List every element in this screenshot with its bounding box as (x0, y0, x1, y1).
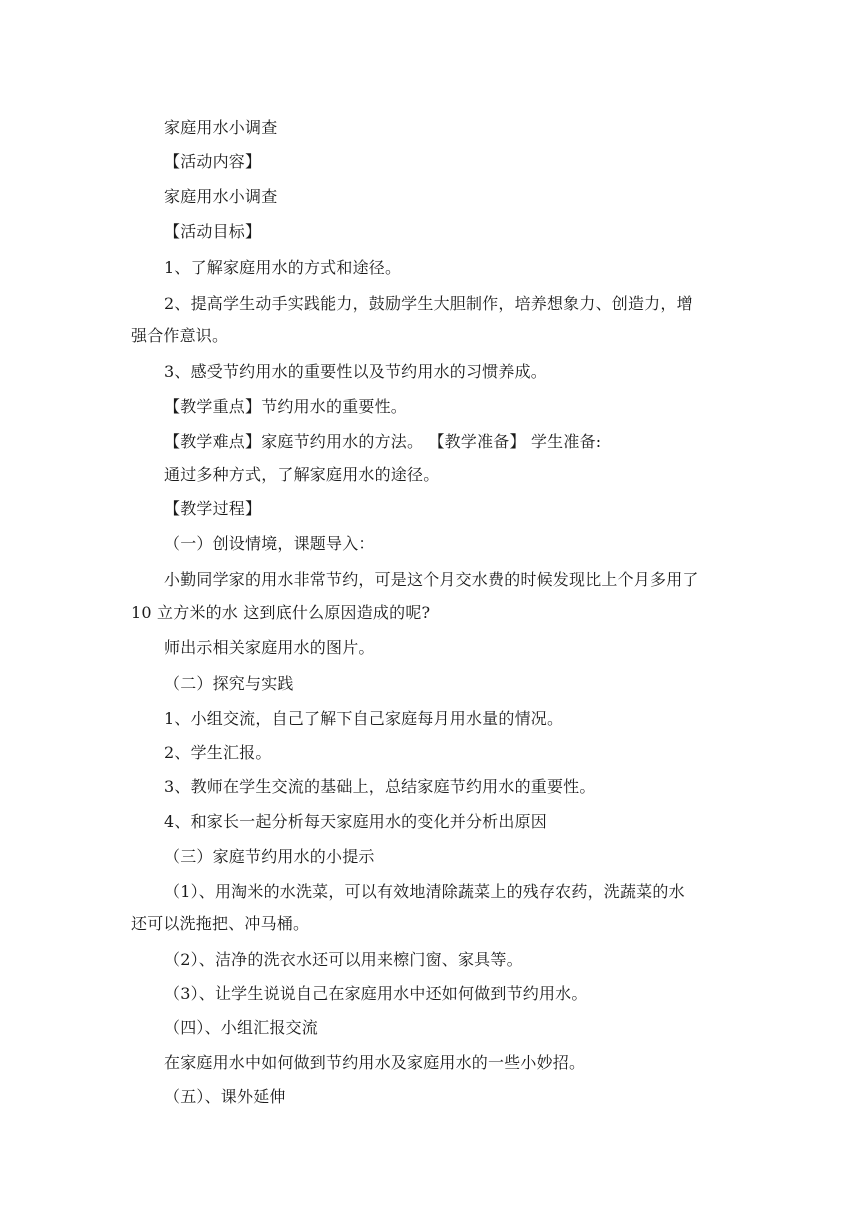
paragraph-line: 4、和家长一起分析每天家庭用水的变化并分析出原因 (164, 812, 547, 831)
paragraph-line: 2、提高学生动手实践能力，鼓励学生大胆制作，培养想象力、创造力，增 (164, 294, 693, 313)
teaching-focus-line: 【教学重点】节约用水的重要性。 (164, 397, 408, 416)
paragraph-line: 1、小组交流，自己了解下自己家庭每月用水量的情况。 (164, 709, 564, 728)
paragraph-line: （1）、用淘米的水洗菜，可以有效地清除蔬菜上的残存农药，洗蔬菜的水 (164, 882, 685, 901)
teaching-difficulty-line: 【教学难点】家庭节约用水的方法。 【教学准备】 学生准备: (164, 432, 602, 451)
paragraph-line-continuation: 10 立方米的水 这到底什么原因造成的呢? (131, 603, 431, 622)
paragraph-line: 小勤同学家的用水非常节约，可是这个月交水费的时候发现比上个月多用了 (164, 570, 699, 589)
subsection-heading: （一）创设情境，课题导入： (164, 534, 375, 553)
subsection-heading: （四）、小组汇报交流 (164, 1018, 319, 1037)
paragraph-line: 3、感受节约用水的重要性以及节约用水的习惯养成。 (164, 362, 547, 381)
paragraph-line-continuation: 还可以洗拖把、冲马桶。 (131, 914, 310, 933)
subsection-heading: （五）、课外延伸 (164, 1087, 286, 1106)
paragraph-line: 1、了解家庭用水的方式和途径。 (164, 258, 402, 277)
paragraph-line: 通过多种方式，了解家庭用水的途径。 (164, 465, 440, 484)
paragraph-line: 在家庭用水中如何做到节约用水及家庭用水的一些小妙招。 (164, 1053, 586, 1072)
paragraph-line: 2、学生汇报。 (164, 743, 272, 762)
document-title: 家庭用水小调查 (164, 118, 278, 137)
section-heading-teaching-process: 【教学过程】 (164, 499, 262, 518)
section-heading-activity-content: 【活动内容】 (164, 152, 262, 171)
subsection-heading: （二）探究与实践 (164, 674, 294, 693)
paragraph-line: 家庭用水小调查 (164, 187, 278, 206)
subsection-heading: （三）家庭节约用水的小提示 (164, 847, 375, 866)
paragraph-line: （3）、让学生说说自己在家庭用水中还如何做到节约用水。 (164, 984, 588, 1003)
paragraph-line: （2）、洁净的洗衣水还可以用来檫门窗、家具等。 (164, 950, 523, 969)
paragraph-line: 师出示相关家庭用水的图片。 (164, 638, 375, 657)
section-heading-activity-goals: 【活动目标】 (164, 222, 262, 241)
paragraph-line-continuation: 强合作意识。 (131, 326, 229, 345)
paragraph-line: 3、教师在学生交流的基础上，总结家庭节约用水的重要性。 (164, 777, 596, 796)
